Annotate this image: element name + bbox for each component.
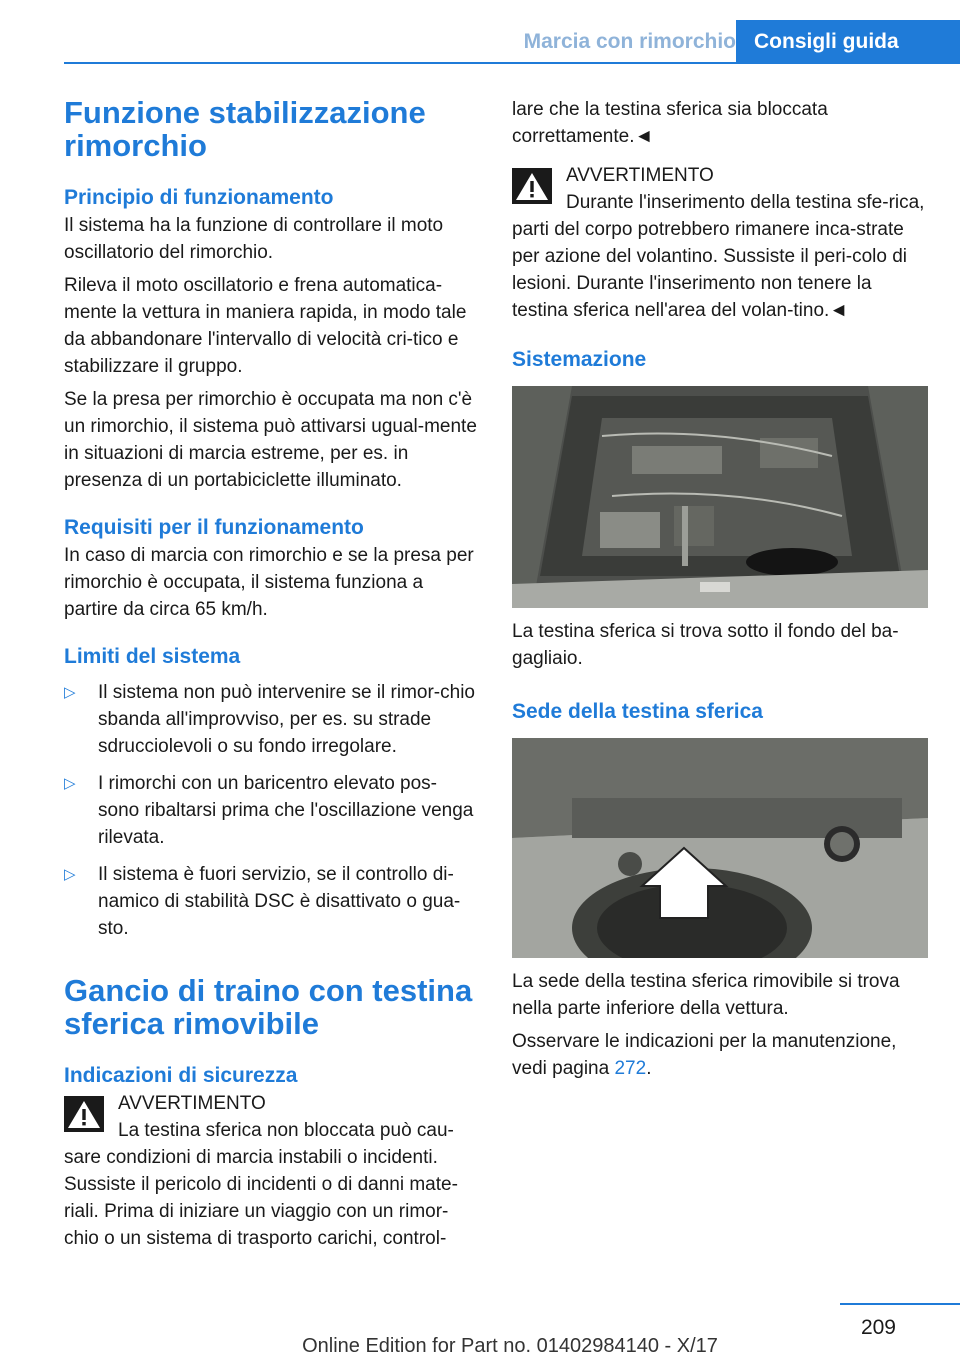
page-link[interactable]: 272 bbox=[614, 1058, 647, 1079]
warning-triangle-icon bbox=[512, 168, 552, 204]
footer-rule bbox=[840, 1303, 960, 1305]
warning-text: Durante l'inserimento della testina sfe-rica, parti del corpo potrebbero rimanere inca-strate per azione del volantino. Sussiste il peri-colo di lesioni. Durante l'inserimento non tenere la testina sferica nell'area del volan-tino.◄ bbox=[512, 192, 925, 321]
caption-hitch: La sede della testina sferica rimovibile si trova nella parte inferiore della vettura. bbox=[512, 971, 900, 1019]
footer-edition: Online Edition for Part no. 01402984140 - X/17 bbox=[302, 1335, 718, 1357]
triangle-bullet-icon: ▷ bbox=[64, 866, 76, 883]
list-item-text: Il sistema non può intervenire se il rimor-chio sbanda all'improvviso, per es. su strade sdrucciolevoli o su fondo irregolare. bbox=[98, 682, 475, 757]
warning-text: La testina sferica non bloccata può cau-sare condizioni di marcia instabili o incidenti. Sussiste il pericolo di incidenti o di danni mate-riali. Prima di iniziare un viaggio con un rimor-chio o un sistema di trasporto carichi, control- bbox=[64, 1120, 458, 1249]
list-item-text: I rimorchi con un baricentro elevato pos-sono ribaltarsi prima che l'oscillazione venga rilevata. bbox=[98, 773, 474, 848]
caption-trunk: La testina sferica si trova sotto il fondo del ba-gagliaio. bbox=[512, 621, 899, 669]
section-title-stabilization: Funzione stabilizzazione rimorchio bbox=[64, 95, 426, 163]
paragraph-requirements: In caso di marcia con rimorchio e se la presa per rimorchio è occupata, il sistema funziona a partire da circa 65 km/h. bbox=[64, 545, 474, 620]
heading-limits: Limiti del sistema bbox=[64, 645, 241, 668]
list-item-text: Il sistema è fuori servizio, se il controllo di-namico di stabilità DSC è disattivato o gua-sto. bbox=[98, 864, 461, 939]
maintenance-text: Osservare le indicazioni per la manutenzione, vedi pagina bbox=[512, 1031, 897, 1079]
list-item bbox=[64, 770, 478, 851]
hitch-location-photo bbox=[512, 738, 928, 958]
sentence-end: . bbox=[646, 1058, 652, 1079]
page-number: 209 bbox=[860, 1316, 896, 1339]
paragraph-principle-3: Se la presa per rimorchio è occupata ma non c'è un rimorchio, il sistema può attivarsi ugual-mente in situazioni di marcia estreme, per es. in presenza di un portabiciclette illuminato. bbox=[64, 389, 477, 491]
header-section-tab[interactable]: Marcia con rimorchio bbox=[523, 30, 736, 53]
left-column bbox=[64, 96, 478, 1252]
paragraph-continued: lare che la testina sferica sia bloccata correttamente.◄ bbox=[512, 99, 828, 147]
list-item bbox=[64, 679, 478, 760]
warning-block-2 bbox=[512, 162, 928, 324]
paragraph-principle-2: Rileva il moto oscillatorio e frena automatica-mente la vettura in maniera rapida, in modo tale da abbandonare l'intervallo di velocità cri-tico e stabilizzare il gruppo. bbox=[64, 275, 467, 377]
triangle-bullet-icon: ▷ bbox=[64, 775, 76, 792]
heading-hitch-location: Sede della testina sferica bbox=[512, 700, 763, 723]
header-rule bbox=[64, 62, 960, 64]
warning-title: AVVERTIMENTO bbox=[566, 165, 714, 186]
triangle-bullet-icon: ▷ bbox=[64, 684, 76, 701]
heading-principle: Principio di funzionamento bbox=[64, 186, 334, 209]
warning-title: AVVERTIMENTO bbox=[118, 1093, 266, 1114]
trunk-floor-photo bbox=[512, 386, 928, 608]
paragraph-maintenance bbox=[512, 1028, 928, 1082]
section-title-tow-hook: Gancio di traino con testina sferica rimovibile bbox=[64, 973, 473, 1041]
right-column bbox=[512, 96, 928, 1082]
list-item bbox=[64, 861, 478, 942]
heading-safety: Indicazioni di sicurezza bbox=[64, 1064, 298, 1087]
heading-requirements: Requisiti per il funzionamento bbox=[64, 516, 364, 539]
paragraph-principle-1: Il sistema ha la funzione di controllare il moto oscillatorio del rimorchio. bbox=[64, 215, 444, 263]
limits-list bbox=[64, 679, 478, 942]
header-chapter-tab[interactable]: Consigli guida bbox=[736, 20, 960, 62]
warning-triangle-icon bbox=[64, 1096, 104, 1132]
heading-placement: Sistemazione bbox=[512, 348, 647, 371]
warning-block-1 bbox=[64, 1090, 478, 1252]
